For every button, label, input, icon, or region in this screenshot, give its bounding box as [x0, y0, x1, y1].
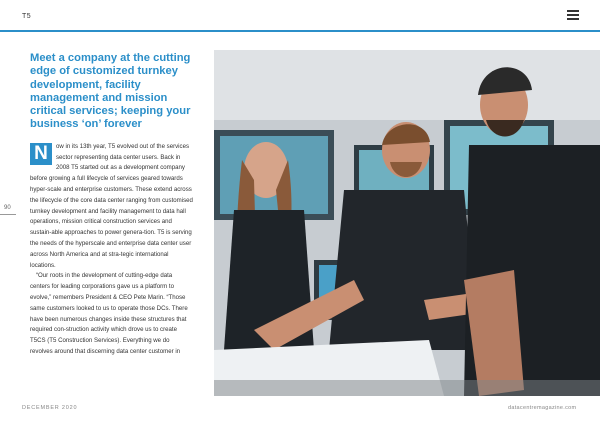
- hamburger-menu-icon[interactable]: [567, 10, 579, 20]
- drop-cap: N: [30, 143, 52, 165]
- article-headline: Meet a company at the cutting edge of customized turnkey development, facility management and mission critical services; keeping your business ‘on’ forever: [30, 52, 191, 131]
- article-body: [30, 142, 193, 358]
- footer-issue: DECEMBER 2020: [22, 405, 78, 411]
- team-photo-illustration: [214, 50, 600, 396]
- accent-rule: [0, 30, 600, 32]
- page-number-left: 90: [4, 205, 11, 211]
- footer-website[interactable]: datacentremagazine.com: [508, 405, 577, 411]
- paragraph-1-text: ow in its 13th year, T5 evolved out of the services sector representing data center users. Back in 2008 T5 started out as a development company before growing a full lifecycle of services geared towards hyper-scale and enterprise customers. These extend across the lifecycle of the core data center ranging from customised turnkey development and facility management to data hall operations, mission critical construction services and sustain-able approaches to power genera-tion. T5 is serving the needs of the hyperscale and enterprise data center user across North America and at stra-tegic international locations.: [30, 142, 193, 269]
- top-bar: [0, 0, 600, 30]
- brand-label: T5: [22, 13, 32, 20]
- team-photo: [214, 50, 600, 396]
- paragraph-2: “Our roots in the development of cutting-edge data centers for leading corporations gave us a platform to evolve,” remembers President & CEO Pete Marin. “Those same customers looked to us to operate those DCs. There have been numerous changes inside these structures that required con-struction activity which drove us to create T5CS (T5 Construction Services). Everything we do revolves around that discerning data center customer in: [30, 272, 188, 355]
- paragraph-1: [30, 142, 193, 272]
- article-column: [30, 52, 193, 358]
- page-number-left-rule: [0, 214, 16, 215]
